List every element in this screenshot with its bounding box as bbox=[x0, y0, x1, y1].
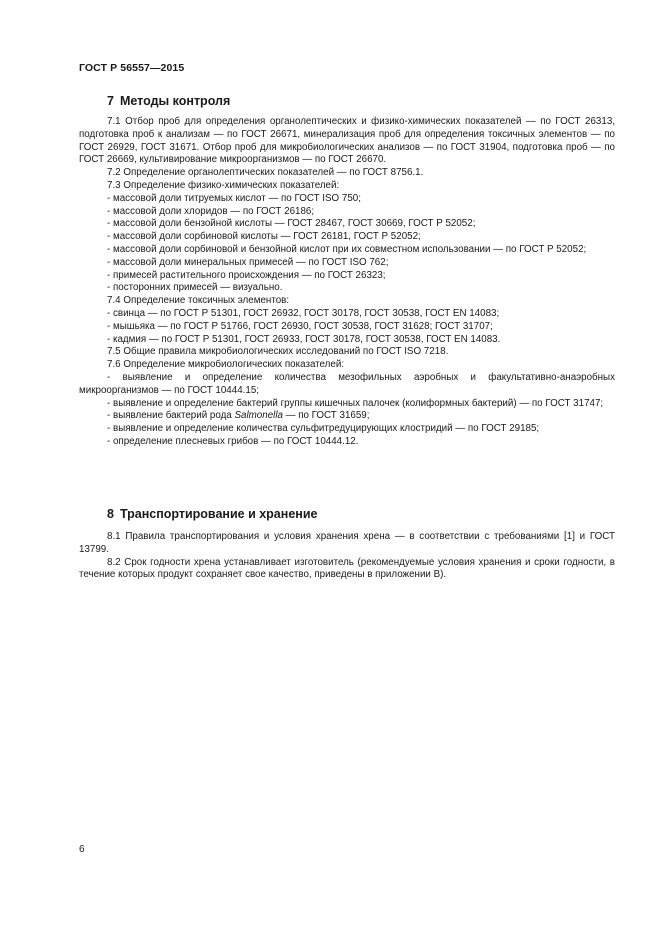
paragraph-8-2: 8.2 Срок годности хрена устанавливает изготовитель (рекомендуемые условия хранения и сроки годности, в течение которых продукт сохраняет свое качество, приведены в приложении В). bbox=[79, 556, 615, 581]
paragraph-7-6: 7.6 Определение микробиологических показателей: bbox=[107, 359, 345, 371]
list-item: - массовой доли титруемых кислот — по ГОСТ ISO 750; bbox=[107, 192, 361, 204]
paragraph-7-3: 7.3 Определение физико-химических показателей: bbox=[107, 179, 340, 191]
list-item: - свинца — по ГОСТ Р 51301, ГОСТ 26932, ГОСТ 30178, ГОСТ 30538, ГОСТ EN 14083; bbox=[107, 307, 500, 319]
list-item: - примесей растительного происхождения — по ГОСТ 26323; bbox=[107, 269, 386, 281]
section-7-number: 7 bbox=[107, 94, 114, 108]
salmonella-italic: Salmonella bbox=[234, 410, 283, 422]
list-item: - массовой доли сорбиновой и бензойной кислот при их совместном использовании — по ГОСТ Р 52052; bbox=[107, 243, 587, 255]
section-8-heading bbox=[107, 507, 317, 521]
page-number: 6 bbox=[79, 844, 85, 855]
document-id-header: ГОСТ Р 56557—2015 bbox=[79, 62, 185, 74]
list-item: - выявление и определение бактерий группы кишечных палочек (колиформных бактерий) — по ГОСТ 31747; bbox=[107, 397, 604, 409]
list-item: - массовой доли хлоридов — по ГОСТ 26186; bbox=[107, 205, 315, 217]
list-item bbox=[79, 410, 615, 423]
list-item-prefix: - выявление бактерий рода bbox=[107, 410, 235, 422]
paragraph-7-5: 7.5 Общие правила микробиологических исследований по ГОСТ ISO 7218. bbox=[107, 346, 449, 358]
list-item: - мышьяка — по ГОСТ Р 51766, ГОСТ 26930, ГОСТ 30538, ГОСТ 31628; ГОСТ 31707; bbox=[107, 320, 493, 332]
section-7-heading bbox=[107, 94, 230, 108]
list-item: - массовой доли сорбиновой кислоты — ГОСТ 26181, ГОСТ Р 52052; bbox=[107, 231, 421, 243]
section-7-body bbox=[79, 116, 615, 449]
list-item-suffix: — по ГОСТ 31659; bbox=[282, 410, 370, 422]
list-item: - выявление и определение количества мезофильных аэробных и факультативно-анаэробных микроорганизмов — по ГОСТ 10444.15; bbox=[79, 371, 615, 396]
paragraph-7-2: 7.2 Определение органолептических показателей — по ГОСТ 8756.1. bbox=[107, 167, 424, 179]
paragraph-7-4: 7.4 Определение токсичных элементов: bbox=[107, 295, 290, 307]
section-8-title: Транспортирование и хранение bbox=[119, 507, 318, 521]
list-item: - посторонних примесей — визуально. bbox=[107, 282, 283, 294]
paragraph-8-1: 8.1 Правила транспортирования и условия хранения хрена — в соответствии с требованиями [1] и ГОСТ 13799. bbox=[79, 531, 615, 555]
list-item: - массовой доли минеральных примесей — по ГОСТ ISO 762; bbox=[107, 256, 389, 268]
list-item: - кадмия — по ГОСТ Р 51301, ГОСТ 26933, ГОСТ 30178, ГОСТ 30538, ГОСТ EN 14083. bbox=[107, 333, 501, 345]
list-item: - определение плесневых грибов — по ГОСТ 10444.12. bbox=[107, 435, 359, 447]
section-7-title: Методы контроля bbox=[119, 94, 231, 108]
section-8-body bbox=[79, 531, 615, 582]
list-item: - массовой доли бензойной кислоты — ГОСТ 28467, ГОСТ 30669, ГОСТ Р 52052; bbox=[107, 218, 476, 230]
section-8-number: 8 bbox=[107, 507, 114, 521]
paragraph-7-1: 7.1 Отбор проб для определения органолептических и физико-химических показателей — по ГОСТ 26313, подготовка проб к анализам — по ГОСТ 26671, минерализация проб для определения токсичных элементов — по ГОСТ 26929, ГОСТ 31671. Отбор проб для микробиологических анализов — по ГОСТ 31904, подготовка проб — по ГОСТ 26669, культивирование микроорганизмов — по ГОСТ 26670. bbox=[79, 116, 615, 166]
list-item: - выявление и определение количества сульфитредуцирующих клостридий — по ГОСТ 29185; bbox=[107, 423, 540, 435]
